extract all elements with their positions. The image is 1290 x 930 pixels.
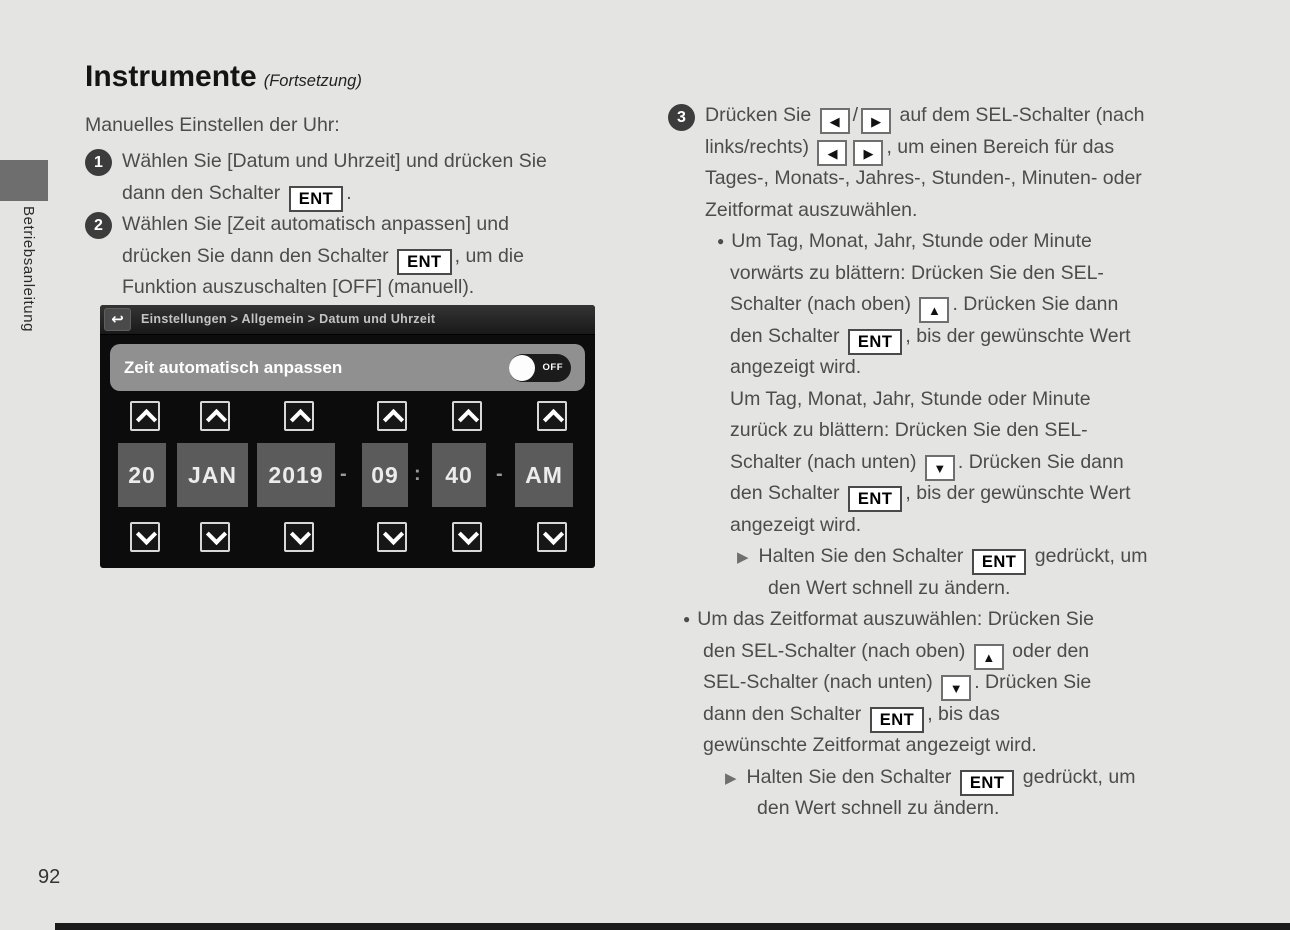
text-run: . [346,181,352,204]
month-down-button[interactable] [200,522,230,552]
text-run: gedrückt, um [1017,765,1136,788]
ampm-up-button[interactable] [537,401,567,431]
chevron-up-icon [383,409,404,430]
text-run: . Drücken Sie dann [952,293,1119,315]
ent-key: ENT [848,486,903,512]
text-run: zurück zu blättern: Drücken Sie den SEL- [730,419,1088,441]
chevron-up-icon [206,409,227,430]
left-arrow-key-icon: ◀ [817,140,847,166]
hour-minute-separator: : [414,463,421,485]
down-arrow-key-icon: ▼ [925,455,955,481]
intro-line: Manuelles Einstellen der Uhr: [85,114,340,136]
screen-title-bar [100,305,595,335]
sidebar-chapter-label: Betriebsanleitung [20,206,37,333]
text-run: Tages-, Monats-, Jahres-, Stunden-, Minuten- oder [705,167,1142,189]
text-run: , um die [454,244,524,267]
text-line [668,195,1268,227]
day-value[interactable]: 20 [118,443,166,507]
year-up-button[interactable] [284,401,314,431]
chapter-tab [0,160,48,201]
chevron-down-icon [206,524,227,545]
text-line [668,321,1268,353]
toggle-knob-icon [509,355,535,381]
back-button[interactable] [104,308,131,331]
auto-time-row[interactable] [110,344,585,391]
ent-key: ENT [960,770,1015,796]
text-run: den SEL-Schalter (nach oben) [703,639,971,662]
step-1 [85,146,547,209]
text-run: den Wert schnell zu ändern. [757,797,1000,819]
step-2-text [85,209,524,304]
toggle-state-label: OFF [542,361,563,373]
text-run: Zeitformat auszuwählen. [705,198,918,221]
right-arrow-key-icon: ▶ [861,108,891,134]
text-run: den Schalter [730,482,845,504]
chevron-up-icon [458,409,479,430]
chevron-down-icon [383,524,404,545]
text-run: , bis der gewünschte Wert [905,324,1131,347]
up-arrow-key-icon: ▲ [919,297,949,323]
pointer-icon: ▶ [725,769,737,787]
infotainment-screenshot [100,305,595,568]
chevron-down-icon [543,524,564,545]
step-number-badge: 3 [668,104,695,131]
text-run: Drücken Sie [705,104,817,126]
chevron-down-icon [458,524,479,545]
text-run: Um Tag, Monat, Jahr, Stunde oder Minute [731,230,1092,252]
text-run: , bis das [927,702,1000,725]
text-run: Halten Sie den Schalter [746,765,957,788]
chevron-up-icon [543,409,564,430]
text-line [668,132,1268,164]
day-down-button[interactable] [130,522,160,552]
text-run: links/rechts) [705,135,815,158]
text-line [668,258,1268,290]
ent-key: ENT [397,249,452,275]
text-run: gewünschte Zeitformat angezeigt wird. [703,734,1037,756]
text-line [668,793,1268,825]
title-continuation: (Fortsetzung) [263,72,362,90]
page-title [85,60,362,94]
text-run: dann den Schalter [703,702,867,725]
ent-key: ENT [972,549,1027,575]
ent-key: ENT [870,707,925,733]
text-line [668,384,1268,416]
text-line [668,667,1268,699]
text-line [668,541,1268,573]
text-run: vorwärts zu blättern: Drücken Sie den SEL- [730,261,1104,284]
year-down-button[interactable] [284,522,314,552]
text-line [668,604,1268,636]
text-line [85,146,547,178]
hour-down-button[interactable] [377,522,407,552]
bullet-icon: ● [717,234,725,248]
minute-down-button[interactable] [452,522,482,552]
ent-key: ENT [848,329,903,355]
text-run: den Wert schnell zu ändern. [768,576,1011,599]
breadcrumb: Einstellungen > Allgemein > Datum und Uhrzeit [141,312,436,326]
text-line [85,241,524,273]
text-line [668,636,1268,668]
year-value[interactable]: 2019 [257,443,335,507]
text-line [668,163,1268,195]
ent-key: ENT [289,186,344,212]
text-run: gedrückt, um [1029,545,1148,567]
step-number-badge: 2 [85,212,112,239]
text-run: Schalter (nach oben) [730,293,917,315]
text-run: Wählen Sie [Zeit automatisch anpassen] und [122,213,509,235]
text-run: , bis der gewünschte Wert [905,482,1131,504]
pointer-icon: ▶ [737,549,749,566]
right-arrow-key-icon: ▶ [853,140,883,166]
text-run: den Schalter [730,324,845,347]
text-run: . Drücken Sie dann [957,450,1124,473]
text-run: SEL-Schalter (nach unten) [703,671,939,693]
chevron-down-icon [136,524,157,545]
text-run: Um Tag, Monat, Jahr, Stunde oder Minute [730,387,1091,410]
text-line [668,289,1268,321]
text-run: dann den Schalter [122,181,286,204]
step-2 [85,209,524,304]
text-line [668,100,1268,132]
auto-time-toggle[interactable] [509,354,571,382]
text-run: Halten Sie den Schalter [758,545,969,567]
minute-value[interactable]: 40 [432,443,486,507]
down-arrow-key-icon: ▼ [941,675,971,701]
text-line [668,699,1268,731]
text-line [668,226,1268,258]
minute-up-button[interactable] [452,401,482,431]
text-line [85,178,547,210]
up-arrow-key-icon: ▲ [974,644,1004,670]
text-run: / [852,104,859,126]
ampm-value[interactable]: AM [515,443,573,507]
text-line [668,510,1268,542]
text-run: . Drücken Sie [974,671,1092,693]
auto-time-label: Zeit automatisch anpassen [124,357,343,377]
text-run: Funktion auszuschalten [OFF] (manuell). [122,276,475,298]
text-line [668,352,1268,384]
text-run: angezeigt wird. [730,513,862,536]
text-run: angezeigt wird. [730,356,862,378]
text-run: auf dem SEL-Schalter (nach [894,104,1145,126]
day-up-button[interactable] [130,401,160,431]
chevron-up-icon [290,409,311,430]
date-time-separator: - [340,463,347,485]
step-3 [668,100,1268,825]
minute-ampm-separator: - [496,463,503,485]
text-run: Schalter (nach unten) [730,450,922,473]
text-run: Um das Zeitformat auszuwählen: Drücken Sie [697,608,1094,630]
chevron-down-icon [290,524,311,545]
ampm-down-button[interactable] [537,522,567,552]
footer-rule [55,923,1290,930]
month-up-button[interactable] [200,401,230,431]
text-run: Wählen Sie [Datum und Uhrzeit] und drücken Sie [122,150,547,172]
hour-up-button[interactable] [377,401,407,431]
left-arrow-key-icon: ◀ [820,108,850,134]
text-run: , um einen Bereich für das [886,135,1115,158]
step-1-text [85,146,547,209]
step-number-badge: 1 [85,149,112,176]
page-number: 92 [38,866,61,888]
text-run: oder den [1006,639,1090,662]
title-text: Instrumente [85,60,257,93]
text-line [668,730,1268,762]
text-line [668,762,1268,794]
step-3-text [668,100,1268,825]
chevron-up-icon [136,409,157,430]
text-run: drücken Sie dann den Schalter [122,244,395,267]
text-line [668,447,1268,479]
text-line [668,573,1268,605]
text-line [668,478,1268,510]
text-line [668,415,1268,447]
month-value[interactable]: JAN [177,443,248,507]
return-arrow-icon: ↩ [111,311,124,328]
text-line [85,272,524,304]
bullet-icon: ● [683,612,691,626]
hour-value[interactable]: 09 [362,443,408,507]
text-line [85,209,524,241]
